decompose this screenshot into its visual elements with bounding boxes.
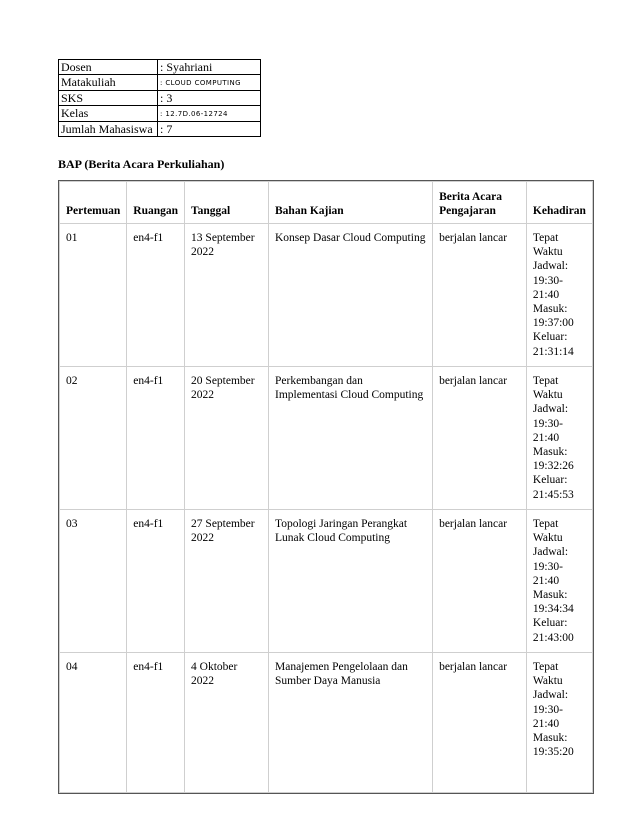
column-header-bahan-kajian: Bahan Kajian — [269, 182, 433, 224]
cell-pertemuan: 01 — [60, 224, 127, 367]
cell-ruangan: en4-f1 — [127, 367, 185, 510]
course-info-table — [58, 59, 261, 137]
cell-kehadiran: Tepat Waktu Jadwal: 19:30-21:40 Masuk: 19:34:34 Keluar: 21:43:00 — [526, 510, 592, 653]
cell-kehadiran: Tepat Waktu Jadwal: 19:30-21:40 Masuk: 19:37:00 Keluar: 21:31:14 — [526, 224, 592, 367]
table-row — [60, 653, 593, 793]
cell-bahan-kajian: Manajemen Pengelolaan dan Sumber Daya Manusia — [269, 653, 433, 793]
info-label: Dosen — [59, 60, 158, 75]
column-header-kehadiran: Kehadiran — [526, 182, 592, 224]
cell-pertemuan: 03 — [60, 510, 127, 653]
column-header-ruangan: Ruangan — [127, 182, 185, 224]
info-label: Matakuliah — [59, 75, 158, 91]
cell-kehadiran: Tepat Waktu Jadwal: 19:30-21:40 Masuk: 19:35:20 — [526, 653, 592, 793]
info-value-text: : CLOUD COMPUTING — [160, 79, 241, 87]
info-value-text: : 12.7D.06-12724 — [160, 110, 228, 118]
info-value — [158, 106, 261, 122]
section-title: BAP (Berita Acara Perkuliahan) — [58, 157, 225, 171]
column-header-pertemuan: Pertemuan — [60, 182, 127, 224]
cell-ruangan: en4-f1 — [127, 653, 185, 793]
cell-pertemuan: 04 — [60, 653, 127, 793]
info-value — [158, 75, 261, 91]
cell-tanggal: 13 September 2022 — [185, 224, 269, 367]
table-row — [60, 510, 593, 653]
info-label: SKS — [59, 91, 158, 106]
info-row-matakuliah — [59, 75, 261, 91]
column-header-tanggal: Tanggal — [185, 182, 269, 224]
cell-tanggal: 20 September 2022 — [185, 367, 269, 510]
info-row-dosen — [59, 60, 261, 75]
info-value: : Syahriani — [158, 60, 261, 75]
table-row — [60, 224, 593, 367]
cell-tanggal: 27 September 2022 — [185, 510, 269, 653]
cell-berita-acara: berjalan lancar — [433, 653, 527, 793]
cell-pertemuan: 02 — [60, 367, 127, 510]
cell-bahan-kajian: Topologi Jaringan Perangkat Lunak Cloud Computing — [269, 510, 433, 653]
column-header-berita-acara: Berita Acara Pengajaran — [433, 182, 527, 224]
cell-bahan-kajian: Perkembangan dan Implementasi Cloud Computing — [269, 367, 433, 510]
info-value: : 3 — [158, 91, 261, 106]
info-label: Kelas — [59, 106, 158, 122]
cell-bahan-kajian: Konsep Dasar Cloud Computing — [269, 224, 433, 367]
cell-ruangan: en4-f1 — [127, 510, 185, 653]
info-row-kelas — [59, 106, 261, 122]
info-label: Jumlah Mahasiswa — [59, 122, 158, 137]
cell-berita-acara: berjalan lancar — [433, 510, 527, 653]
bap-table — [59, 181, 593, 793]
table-header-row — [60, 182, 593, 224]
info-row-sks — [59, 91, 261, 106]
info-value: : 7 — [158, 122, 261, 137]
table-row — [60, 367, 593, 510]
cell-ruangan: en4-f1 — [127, 224, 185, 367]
info-row-jumlah-mahasiswa — [59, 122, 261, 137]
cell-berita-acara: berjalan lancar — [433, 367, 527, 510]
cell-kehadiran: Tepat Waktu Jadwal: 19:30-21:40 Masuk: 19:32:26 Keluar: 21:45:53 — [526, 367, 592, 510]
cell-berita-acara: berjalan lancar — [433, 224, 527, 367]
cell-tanggal: 4 Oktober 2022 — [185, 653, 269, 793]
